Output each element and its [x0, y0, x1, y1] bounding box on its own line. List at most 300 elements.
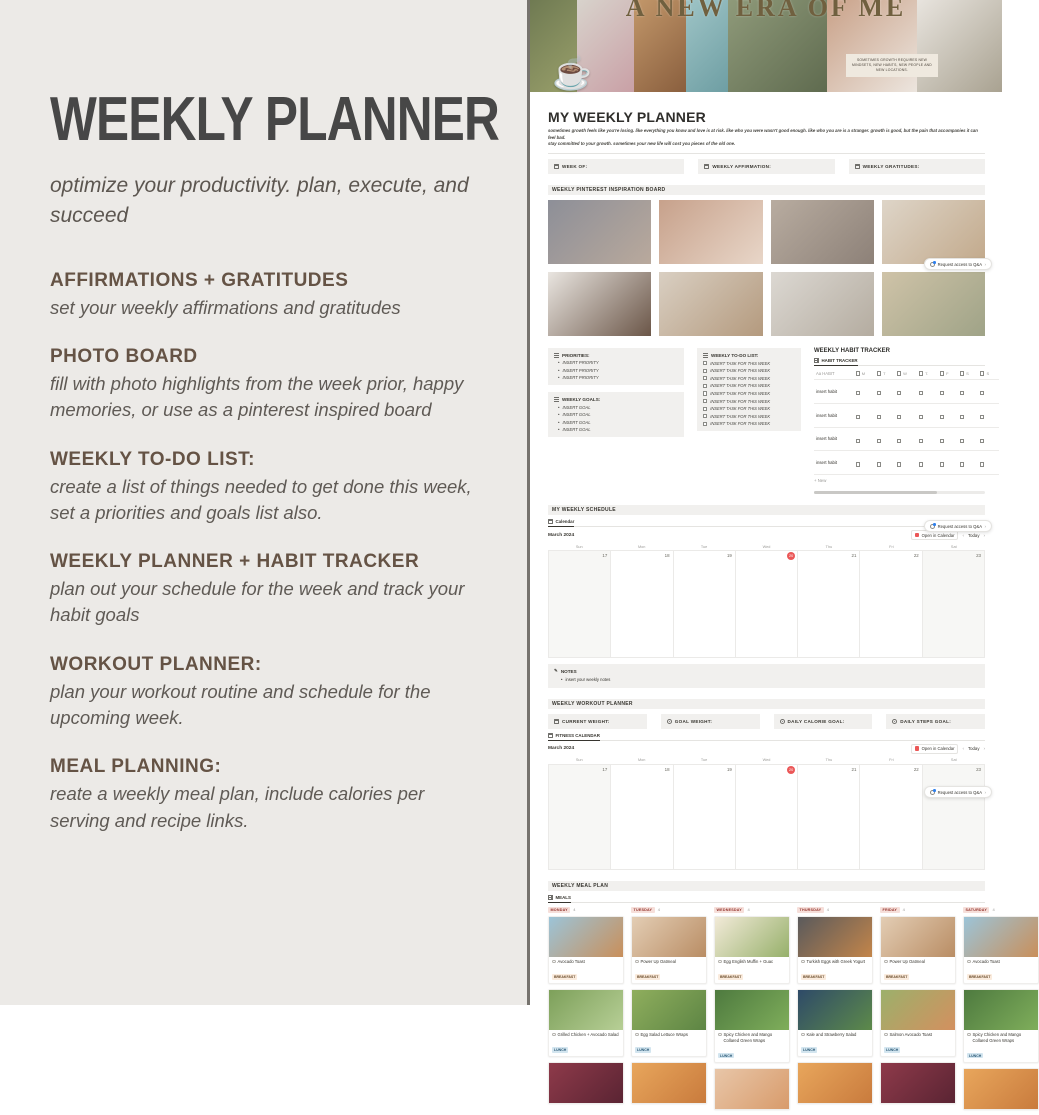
feature-description: plan out your schedule for the week and track your habit goals	[50, 578, 465, 626]
checkbox-icon	[856, 371, 860, 375]
target-icon	[780, 719, 785, 724]
checkbox[interactable]	[703, 376, 707, 380]
habit-check-cell	[938, 379, 958, 403]
checkbox-icon	[897, 371, 901, 375]
habit-name-cell[interactable]: insert habit	[814, 451, 854, 475]
meal-title: Turkish Eggs with Greek Yogurt	[806, 959, 865, 965]
meal-card[interactable]	[880, 1062, 956, 1104]
habit-name-cell[interactable]: insert habit	[814, 403, 854, 427]
checkbox[interactable]	[703, 361, 707, 365]
calendar-day-name: Mon	[637, 758, 646, 763]
calendar-day-name: Sat	[950, 544, 957, 549]
checkbox[interactable]	[703, 399, 707, 403]
habit-check-cell	[895, 451, 917, 475]
priorities-goals-column	[548, 348, 684, 438]
intro-quote	[548, 128, 985, 148]
habit-day-column-header: T	[875, 369, 895, 379]
habit-table	[814, 369, 999, 475]
calendar-day-name: Fri	[889, 544, 894, 549]
meal-card[interactable]	[631, 989, 707, 1057]
meal-tag: BREAKFAST	[803, 974, 825, 979]
todo-item	[703, 406, 795, 411]
habit-check-cell	[978, 451, 998, 475]
checkbox[interactable]	[919, 462, 923, 466]
day-badge[interactable]: WEDNESDAY	[714, 907, 744, 913]
checkbox[interactable]	[940, 391, 944, 395]
habit-day-column-header: S	[978, 369, 998, 379]
bullet: •	[558, 427, 560, 433]
checkbox[interactable]	[980, 391, 984, 395]
priority-item	[554, 360, 678, 365]
qna-icon	[930, 262, 935, 267]
checkbox[interactable]	[877, 439, 881, 443]
goals-title-row	[554, 397, 678, 402]
open-in-calendar-label: Open in Calendar	[921, 746, 955, 752]
meal-tag: LUNCH	[886, 1047, 899, 1052]
horizontal-scrollbar[interactable]	[814, 491, 985, 494]
habit-check-cell	[958, 451, 978, 475]
meal-photo	[798, 917, 872, 957]
calendar-day-name: Tue	[700, 544, 708, 549]
recipe-link-icon	[635, 960, 639, 964]
todo-item	[703, 368, 795, 373]
field-label: WEEKLY GRATITUDES:	[862, 163, 920, 169]
intro-line-2: stay committed to your growth. sometimes your new life will cost you pieces of the old one.	[548, 141, 736, 147]
feature-section	[50, 756, 485, 834]
today-button[interactable]: Today	[968, 746, 980, 752]
week-fields-row	[548, 159, 985, 174]
meal-title-row	[549, 1030, 623, 1038]
meal-title: Spicy Chicken and Mango Collared Green Wraps	[972, 1032, 1022, 1043]
checkbox[interactable]	[940, 415, 944, 419]
notes-text: insert your weekly notes	[565, 676, 611, 682]
meal-photo	[964, 917, 1038, 957]
meal-card[interactable]	[880, 989, 956, 1057]
meal-day-column	[963, 907, 1039, 1115]
checkbox[interactable]	[897, 439, 901, 443]
calendar-day-name: Thu	[825, 544, 833, 549]
checkbox[interactable]	[897, 415, 901, 419]
tab-calendar[interactable]	[548, 519, 574, 527]
checkbox[interactable]	[960, 415, 964, 419]
habit-day-column-header: T.	[917, 369, 938, 379]
calendar-app-icon	[915, 533, 920, 538]
day-badge[interactable]: TUESDAY	[631, 907, 655, 913]
habit-check-cell	[854, 379, 875, 403]
todo-label: INSERT TASK FOR THIS WEEK	[710, 413, 771, 419]
meal-title: Power Up Oatmeal	[640, 959, 676, 965]
checkbox[interactable]	[940, 462, 944, 466]
meal-board	[548, 907, 1022, 1115]
habit-check-cell	[958, 403, 978, 427]
meal-title: Kale and Strawberry Salad	[806, 1032, 857, 1038]
priority-item	[554, 368, 678, 373]
calendar-day-name: Tue	[700, 758, 708, 763]
chevron-right-icon: ›	[984, 789, 986, 795]
goal-item	[554, 412, 678, 417]
recipe-link-icon	[884, 1033, 888, 1037]
feature-section	[50, 270, 485, 321]
column-header	[631, 907, 707, 913]
recipe-link-icon	[967, 960, 971, 964]
meal-tag: BREAKFAST	[720, 974, 742, 979]
meal-title: Egg Salad Lettuce Wraps	[640, 1032, 688, 1038]
checkbox-icon	[960, 371, 964, 375]
calendar-day-cell[interactable]	[798, 551, 860, 658]
todo-item	[703, 399, 795, 404]
meal-card[interactable]	[548, 916, 624, 984]
list-icon	[554, 353, 559, 358]
today-button[interactable]: Today	[968, 532, 980, 538]
checkbox[interactable]	[919, 391, 923, 395]
todo-label: INSERT TASK FOR THIS WEEK	[710, 390, 771, 396]
meal-card[interactable]	[631, 1062, 707, 1104]
calendar-date: 22	[913, 766, 919, 772]
habit-check-cell	[895, 403, 917, 427]
meal-photo	[632, 1063, 706, 1103]
new-row-button[interactable]: + New	[814, 478, 827, 484]
marketing-panel	[0, 0, 530, 1005]
property-field[interactable]	[849, 159, 985, 174]
recipe-link-icon	[967, 1033, 971, 1037]
meal-tag: BREAKFAST	[969, 974, 991, 979]
calendar-date: 20	[789, 554, 794, 559]
table-icon	[814, 358, 819, 363]
calendar-day-cell[interactable]	[674, 765, 736, 870]
habit-name-column-header: Aa HABIT	[814, 369, 854, 379]
checkbox[interactable]	[980, 415, 984, 419]
habit-day-column-header: W	[895, 369, 917, 379]
habit-check-cell	[875, 403, 895, 427]
habit-check-cell	[978, 427, 998, 451]
feature-heading: WEEKLY TO-DO LIST:	[50, 448, 256, 470]
checkbox[interactable]	[856, 462, 860, 466]
checkbox[interactable]	[856, 439, 860, 443]
qna-label: Request access to Q&A	[937, 789, 983, 795]
calendar-day-name: Mon	[637, 544, 646, 549]
meal-photo	[881, 917, 955, 957]
todo-label: INSERT TASK FOR THIS WEEK	[710, 406, 771, 412]
checklist-icon	[703, 353, 708, 358]
meal-photo	[632, 917, 706, 957]
inspiration-photo[interactable]	[882, 272, 985, 336]
meal-tag: LUNCH	[803, 1047, 816, 1052]
meal-title-row	[715, 1030, 789, 1044]
habit-check-cell	[875, 451, 895, 475]
meals-tab-row	[548, 895, 985, 903]
meal-title: Avocado Toast	[972, 959, 1000, 965]
todo-title-row	[703, 353, 795, 358]
recipe-link-icon	[801, 1033, 805, 1037]
todo-label: INSERT TASK FOR THIS WEEK	[710, 383, 771, 389]
calendar-day-cell[interactable]	[736, 551, 798, 658]
page-emoji-icon[interactable]: ☕	[552, 55, 592, 91]
day-badge[interactable]: FRIDAY	[880, 907, 900, 913]
calendar-tab-row	[548, 519, 985, 527]
open-in-calendar-label: Open in Calendar	[921, 532, 955, 538]
calendar-day-name: Sun	[575, 544, 583, 549]
todo-item	[703, 383, 795, 388]
checkbox[interactable]	[703, 384, 707, 388]
weekly-calendar-grid	[548, 550, 985, 658]
checkbox[interactable]	[960, 391, 964, 395]
goal-item	[554, 420, 678, 425]
day-badge[interactable]: SATURDAY	[963, 907, 989, 913]
checkbox[interactable]	[877, 391, 881, 395]
product-subtitle: optimize your productivity. plan, execute, and succeed	[50, 174, 469, 228]
calendar-day-cell[interactable]	[674, 551, 736, 658]
next-week-button[interactable]: ›	[983, 746, 985, 752]
meal-tag: LUNCH	[720, 1053, 733, 1058]
habit-check-cell	[854, 451, 875, 475]
calendar-day-cell[interactable]	[923, 765, 985, 870]
column-header	[714, 907, 790, 913]
day-badge[interactable]: THURSDAY	[797, 907, 824, 913]
goals-title: WEEKLY GOALS:	[562, 397, 601, 403]
checkbox-icon	[980, 371, 984, 375]
qna-label: Request access to Q&A	[937, 261, 983, 267]
calendar-header	[548, 530, 985, 540]
habit-check-cell	[958, 427, 978, 451]
todo-title: WEEKLY TO-DO LIST:	[711, 352, 759, 358]
feature-heading: WEEKLY PLANNER + HABIT TRACKER	[50, 551, 420, 573]
feature-description: set your weekly affirmations and gratitudes	[50, 296, 401, 318]
tab-fitness-calendar[interactable]	[548, 733, 600, 741]
calendar-date: 18	[664, 766, 670, 772]
checkbox[interactable]	[980, 439, 984, 443]
calendar-day-cell[interactable]	[860, 551, 922, 658]
meal-title-row	[632, 957, 706, 965]
bullet: •	[561, 676, 563, 682]
calendar-date: 20	[789, 767, 794, 772]
notes-item	[554, 677, 979, 682]
calendar-date: 23	[976, 766, 981, 772]
calendar-day-cell[interactable]	[611, 765, 673, 870]
workout-fields-row	[548, 714, 985, 729]
meal-title-row	[964, 957, 1038, 965]
feature-heading: WORKOUT PLANNER:	[50, 653, 262, 675]
meal-photo	[715, 1069, 789, 1109]
checkbox[interactable]	[703, 422, 707, 426]
meal-photo	[881, 990, 955, 1030]
priority-item-label: INSERT PRIORITY	[562, 375, 599, 381]
habit-name-cell[interactable]: insert habit	[814, 379, 854, 403]
workout-property-field[interactable]	[548, 714, 647, 729]
calendar-day-cell[interactable]	[549, 765, 611, 870]
tab-meals[interactable]	[548, 895, 571, 903]
meal-photo	[798, 1063, 872, 1103]
meal-card[interactable]	[797, 1062, 873, 1104]
qna-request-pill[interactable]	[924, 786, 992, 798]
meal-day-column	[797, 907, 873, 1115]
next-week-button[interactable]: ›	[983, 532, 985, 538]
meal-photo	[549, 917, 623, 957]
priorities-title-row	[554, 353, 678, 358]
todo-box	[697, 348, 801, 431]
bullet: •	[558, 404, 560, 410]
habit-row	[814, 403, 999, 427]
calendar-day-cell[interactable]	[798, 765, 860, 870]
meal-title: Spicy Chicken and Mango Collared Green Wraps	[723, 1032, 773, 1043]
cover-quote-card: SOMETIMES GROWTH REQUIRES NEW MINDSETS, NEW HABITS, NEW PEOPLE AND NEW LOCATIONS.	[846, 54, 938, 77]
feature-heading: PHOTO BOARD	[50, 346, 198, 368]
priorities-box	[548, 348, 684, 386]
inspiration-photo[interactable]	[771, 272, 874, 336]
feature-description: fill with photo highlights from the week prior, happy memories, or use as a pinterest inspired board	[50, 373, 464, 421]
feature-heading: MEAL PLANNING:	[50, 756, 222, 778]
calendar-date: 17	[602, 766, 608, 772]
fitness-calendar-grid	[548, 764, 985, 870]
bullet: •	[558, 412, 560, 418]
inspiration-photo[interactable]	[548, 200, 651, 264]
property-field[interactable]	[698, 159, 834, 174]
day-badge[interactable]: MONDAY	[548, 907, 570, 913]
calendar-day-cell[interactable]	[736, 765, 798, 870]
calendar-day-cell[interactable]	[549, 551, 611, 658]
meal-tag: BREAKFAST	[886, 974, 908, 979]
habit-check-cell	[938, 427, 958, 451]
calendar-icon	[548, 733, 553, 738]
todo-label: INSERT TASK FOR THIS WEEK	[710, 368, 771, 374]
calendar-day-cell[interactable]	[923, 551, 985, 658]
card-count: 4	[573, 907, 576, 913]
bullet: •	[558, 367, 560, 373]
habit-check-cell	[917, 379, 938, 403]
calendar-day-name: Wed	[762, 758, 771, 763]
calendar-month: March 2024	[548, 532, 575, 538]
checkbox[interactable]	[960, 439, 964, 443]
open-in-calendar-button[interactable]	[911, 744, 959, 754]
workout-property-field[interactable]	[661, 714, 760, 729]
planning-columns	[548, 347, 990, 494]
calendar-date: 23	[976, 553, 981, 559]
tab-habit-tracker[interactable]	[814, 358, 858, 366]
recipe-link-icon	[718, 960, 722, 964]
meal-photo	[715, 917, 789, 957]
meal-card[interactable]	[797, 916, 873, 984]
goals-list	[554, 405, 678, 433]
meal-card[interactable]	[548, 989, 624, 1057]
checkbox[interactable]	[703, 369, 707, 373]
feature-section	[50, 654, 485, 732]
field-label: GOAL WEIGHT:	[674, 718, 713, 724]
prev-week-button[interactable]: ‹	[962, 532, 964, 538]
bullet: •	[558, 375, 560, 381]
meal-day-column	[880, 907, 956, 1115]
checkbox[interactable]	[919, 415, 923, 419]
meal-card[interactable]	[714, 989, 790, 1063]
meal-tag: BREAKFAST	[554, 974, 576, 979]
habit-check-cell	[875, 427, 895, 451]
calendar-day-cell[interactable]	[611, 551, 673, 658]
habit-row	[814, 427, 999, 451]
card-count: 4	[902, 907, 905, 913]
habit-name-cell[interactable]: insert habit	[814, 427, 854, 451]
checkbox[interactable]	[897, 462, 901, 466]
property-field[interactable]	[548, 159, 684, 174]
prev-week-button[interactable]: ‹	[962, 746, 964, 752]
card-count: 4	[992, 907, 995, 913]
checkbox[interactable]	[877, 415, 881, 419]
workout-property-field[interactable]	[774, 714, 873, 729]
habit-row	[814, 379, 999, 403]
pencil-icon: ✎	[554, 668, 558, 674]
calendar-date: 19	[726, 553, 732, 559]
todo-list	[703, 361, 795, 427]
checkbox[interactable]	[856, 415, 860, 419]
todo-label: INSERT TASK FOR THIS WEEK	[710, 360, 771, 366]
fitness-tab-label: FITNESS CALENDAR	[555, 732, 600, 738]
checkbox[interactable]	[940, 439, 944, 443]
meal-card[interactable]	[797, 989, 873, 1057]
inspiration-photo[interactable]	[882, 200, 985, 264]
card-count: 4	[826, 907, 829, 913]
inspiration-photo[interactable]	[771, 200, 874, 264]
meal-photo	[798, 990, 872, 1030]
checkbox[interactable]	[877, 462, 881, 466]
meal-title: Grilled Chicken + Avocado Salad	[557, 1032, 619, 1038]
calendar-icon	[855, 164, 860, 169]
workout-property-field[interactable]	[886, 714, 985, 729]
checkbox[interactable]	[703, 391, 707, 395]
checkbox[interactable]	[897, 391, 901, 395]
meal-card[interactable]	[963, 1068, 1039, 1110]
habit-tab-label: HABIT TRACKER	[821, 357, 858, 363]
checkbox[interactable]	[703, 414, 707, 418]
meal-day-column	[714, 907, 790, 1115]
pinterest-board-header: WEEKLY PINTEREST INSPIRATION BOARD	[548, 185, 985, 195]
todo-label: INSERT TASK FOR THIS WEEK	[710, 398, 771, 404]
page-cover[interactable]	[530, 0, 1002, 92]
calendar-app-icon	[915, 746, 920, 751]
feature-list	[50, 270, 485, 834]
meal-photo	[964, 990, 1038, 1030]
qna-request-pill[interactable]	[924, 258, 992, 270]
calendar-date: 21	[851, 766, 857, 772]
calendar-day-name: Sun	[575, 758, 583, 763]
meal-card[interactable]	[631, 916, 707, 984]
meal-photo	[632, 990, 706, 1030]
meal-photo	[881, 1063, 955, 1103]
meal-card[interactable]	[714, 1068, 790, 1110]
checkbox[interactable]	[919, 439, 923, 443]
inspiration-photo[interactable]	[659, 272, 762, 336]
calendar-day-name: Wed	[762, 544, 771, 549]
checkbox[interactable]	[856, 391, 860, 395]
qna-request-pill[interactable]	[924, 520, 992, 532]
meal-title: Avocado Toast	[557, 959, 585, 965]
feature-section	[50, 449, 485, 527]
habit-check-cell	[875, 379, 895, 403]
meal-card[interactable]	[714, 916, 790, 984]
calendar-day-cell[interactable]	[860, 765, 922, 870]
meal-photo	[964, 1069, 1038, 1109]
intro-line-1: sometimes growth feels like you're losing. like everything you know and love is at risk. like who you were wasn't good enough. like who you are is a stranger. growth is good, but the pain that accompanies it can feel bad.	[548, 128, 978, 140]
notes-title: NOTES	[560, 668, 577, 674]
meal-card[interactable]	[880, 916, 956, 984]
checkbox[interactable]	[703, 407, 707, 411]
inspiration-photo[interactable]	[548, 272, 651, 336]
meal-card[interactable]	[963, 916, 1039, 984]
checkbox[interactable]	[960, 462, 964, 466]
meal-card[interactable]	[548, 1062, 624, 1104]
habit-check-cell	[895, 427, 917, 451]
checkbox[interactable]	[980, 462, 984, 466]
priorities-list	[554, 360, 678, 380]
list-icon	[554, 397, 559, 402]
inspiration-photo[interactable]	[659, 200, 762, 264]
meal-card[interactable]	[963, 989, 1039, 1063]
